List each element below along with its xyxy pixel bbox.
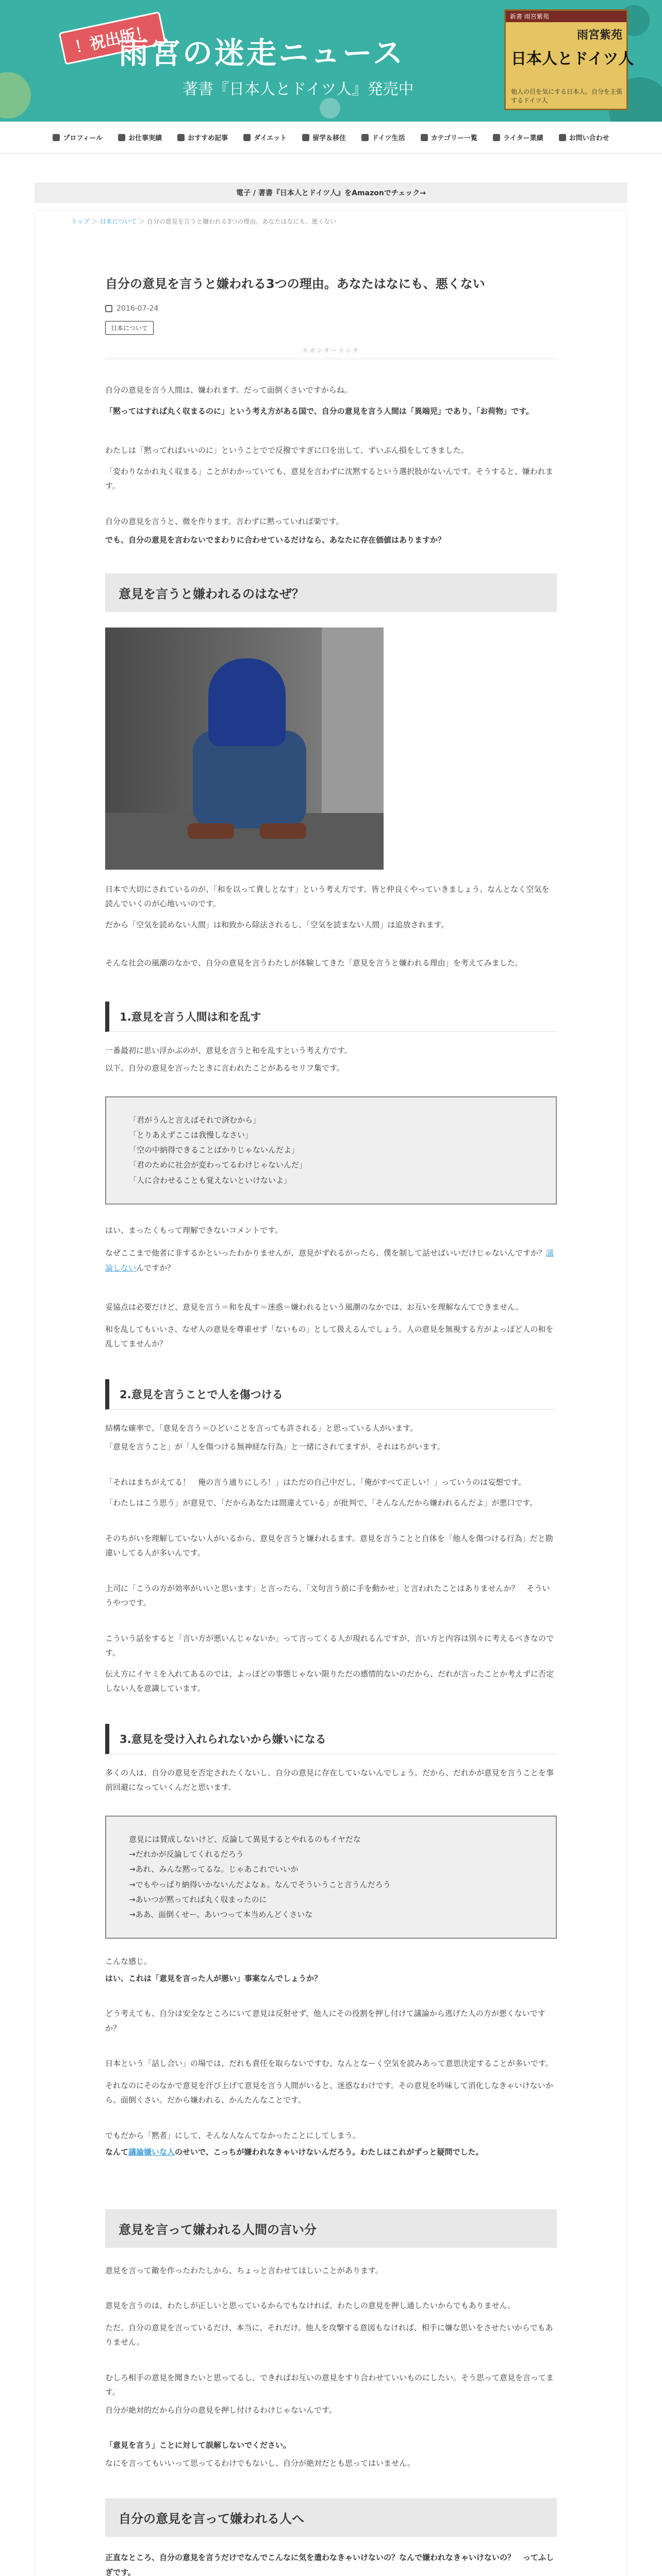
- nav-item-study-abroad[interactable]: [298, 132, 350, 142]
- paragraph: 正直なところ、自分の意見を言うだけでなんでこんなに気を遣わなきゃいけないの？なんで嫌われなきゃいけないの？ ってふしぎです。: [105, 2553, 554, 2576]
- paragraph: 以下、自分の意見を言ったときに言われたことがあるセリフ集です。: [105, 1063, 344, 1073]
- quote-line: →あいつが黙ってれば丸く収まったのに: [129, 1894, 267, 1904]
- subsection-heading: 1.意見を言う人間は和を乱す: [105, 1002, 557, 1032]
- paragraph: 「わたしはこう思う」が意見で、「だからあなたは間違えている」が批判で、「そんなんだから嫌われるんだよ」が悪口です。: [105, 1498, 538, 1508]
- nav-label: プロフィール: [63, 134, 103, 142]
- article-date: [105, 304, 557, 313]
- nav-item-works[interactable]: [114, 132, 166, 142]
- paragraph: 自分が絶対的だから自分の意見を押し付けるわけじゃないんです。: [105, 2405, 337, 2415]
- nav-item-profile[interactable]: [48, 132, 107, 142]
- breadcrumb-sep: ＞: [91, 218, 98, 225]
- book-title: 日本人とドイツ人: [511, 50, 634, 68]
- inline-link[interactable]: 議論しない: [105, 1248, 554, 1273]
- paragraph: 自分の意見を言うと、微を作ります。言わずに黙っていれば楽です。: [105, 516, 344, 526]
- paragraph: 日本で大切にされているのが、「和を以って貴しとなす」という考え方です。皆と仲良くやっていきましょう、なんとなく空気を読んでいくのが心地いいのです。: [105, 884, 550, 908]
- nav-label: ドイツ生活: [372, 134, 405, 142]
- date-text: 2016-07-24: [117, 304, 159, 313]
- quote-line: 「君のために社会が変わってるわけじゃないんだ」: [129, 1160, 307, 1170]
- paragraph: 多くの人は、自分の意見を否定されたくないし、自分の意見に存在していないんでしょう。だから、だれかが意見を言うことを事前回避になっていくんだと思います。: [105, 1768, 554, 1792]
- quote-line: 意見には賛成しないけど、反論して異見するとやれるのもイヤだな: [129, 1834, 361, 1844]
- article-card: [35, 210, 627, 2576]
- subsection-heading: 3.意見を受け入れられないから嫌いになる: [105, 1724, 557, 1754]
- paragraph: 「黙ってはすれば丸く収まるのに」という考え方がある国で、自分の意見を言う人間は「異端児」であり、「お荷物」です。: [105, 406, 534, 416]
- breadcrumb-sep: ＞: [138, 218, 145, 225]
- book-author: 雨宮紫苑: [576, 29, 622, 42]
- paragraph: はい、まったくもって理解できないコメントです。: [105, 1225, 283, 1235]
- paragraph: わたしは「黙ってればいいのに」ということでで反撥ですぎに口を出して、ずいぶん損をしてきました。: [105, 446, 469, 455]
- nav-label: カテゴリー一覧: [431, 134, 478, 142]
- paragraph: 「変わりなかれ丸く収まる」ことがわかっていても、意見を言わずに沈黙するという選択肢がないんです。そうすると、嫌われます。: [105, 466, 553, 490]
- paragraph: 「それはまちがえてる！ 俺の言う通りにしろ！」はただの自己中だし、「俺がすべて正しい！」っていうのは妄想です。: [105, 1477, 526, 1487]
- quote-line: →あれ、みんな黙ってるな。じゃあこれでいいか: [129, 1865, 299, 1874]
- breadcrumb-category[interactable]: 日本について: [100, 218, 137, 225]
- paragraph: 和を乱してもいいさ、なぜ人の意見を尊重せず「ないもの」として扱えるんでしょう。人の意見を無視する方がよっぽど人の和を乱してませんか？: [105, 1324, 554, 1349]
- site-title[interactable]: 雨宮の迷走ニュース: [119, 36, 405, 71]
- paragraph: 日本という「話し合い」の場では、だれも責任を取らないですむ、なんとなーく空気を読みあって意思決定することが多いです。: [105, 2059, 553, 2069]
- nav-item-writer[interactable]: [489, 132, 548, 142]
- paragraph: でもだから「黙者」にして、そんな人なんてなかったことにしてしまう。: [105, 2130, 360, 2140]
- promo-banner[interactable]: 電子 / 著書『日本人とドイツ人』をAmazonでチェック→: [35, 182, 627, 203]
- paragraph: それなのにそのなかで意見を汗び上げて意見を言う人間がいると、迷惑なわけです。その意見を吟味して消化しなきゃいけないから、面倒くさい。だから嫌われる、かんたんなことです。: [105, 2080, 553, 2105]
- category-tag[interactable]: 日本について: [105, 321, 154, 335]
- paragraph: そのちがいを理解していない人がいるから、意見を言うと嫌われるます。意見を言うことと自体を「他人を傷つける行為」だと勘違いしてる人が多いんです。: [105, 1533, 553, 1558]
- book-cover-image[interactable]: [504, 9, 634, 110]
- section-heading: 意見を言うと嫌われるのはなぜ？: [105, 573, 557, 612]
- quote-line: →だれかが反論してくれるだろう: [129, 1850, 244, 1859]
- paragraph: 妥協点は必要だけど、意見を言う＝和を乱す＝迷惑＝嫌われるという風潮のなかでは、お互いを理解なんてできません。: [105, 1302, 523, 1312]
- breadcrumb: [71, 217, 336, 226]
- person-icon: [53, 134, 60, 141]
- nav-item-diet[interactable]: [239, 132, 291, 142]
- paragraph: 一番最初に思い浮かぶのが、意見を言うと和を乱すという考え方です。: [105, 1045, 352, 1055]
- paragraph: 「意見を言うこと」が「人を傷つける無神経な行為」と一緒にされてますが、それはちがいます。: [105, 1442, 445, 1452]
- paragraph: でも、自分の意見を言わないでまわりに合わせているだけなら、あなたに存在価値はありますか？: [105, 535, 446, 545]
- nav-label: ダイエット: [254, 134, 287, 142]
- quote-line: →でもやっぱり納得いかないんだよなぁ。なんでそういうこと言うんだろう: [129, 1879, 391, 1889]
- nav-item-contact[interactable]: [555, 132, 614, 142]
- book-series-label: 新書 雨宮紫苑: [506, 11, 626, 22]
- site-subtitle: 著書『日本人とドイツ人』発売中: [183, 80, 414, 98]
- paragraph: 自分の意見を言う人間は、嫌われます。だって面倒くさいですからね。: [105, 385, 352, 395]
- nav-label: おすすめ記事: [188, 134, 228, 142]
- section-heading: 意見を言って嫌われる人間の言い分: [105, 2209, 557, 2248]
- global-nav: [0, 122, 662, 154]
- paragraph: だから「空気を読めない人間」は和致から除法されるし、「空気を読まない人間」は追放されます。: [105, 920, 449, 929]
- paragraph: ただ、自分の意見を言っているだけ、本当に、それだけ。他人を攻撃する意図もなければ、相手に嫌な思いをさせたいからでもありません。: [105, 2323, 553, 2347]
- paragraph: 上司に「こうの方が効率がいいと思います」と言ったら、「文句言う前に手を動かせ」と言われたことはありませんか？ そういうやつです。: [105, 1583, 550, 1608]
- sponsored-label: スポンサーリンク: [302, 347, 360, 354]
- paragraph: こういう話をすると「言い方が悪いんじゃないか」って言ってくる人が現れるんですが、言い方と内容は別々に考えるべきなのです。: [105, 1633, 554, 1658]
- paragraph: 「意見を言う」ことに対して誤解しないでください。: [105, 2441, 291, 2450]
- calendar-icon: [105, 305, 112, 312]
- breadcrumb-current: 自分の意見を言うと嫌われる3つの理由。あなたはなにも、悪くない: [146, 218, 337, 225]
- paragraph: はい、これは「意見を言った人が悪い」事案なんでしょうか？: [105, 1973, 322, 1983]
- paragraph: なんて議論嫌いな人のせいで、こっちが嫌われなきゃいけないんだろう。わたしはこれがずっと疑問でした。: [105, 2147, 484, 2157]
- decor-circle: [0, 72, 31, 118]
- section-heading: 自分の意見を言って嫌われる人へ: [105, 2498, 557, 2537]
- nav-item-categories[interactable]: [417, 132, 482, 142]
- paragraph: こんな感じ。: [105, 1957, 152, 1967]
- quote-box: [105, 1816, 557, 1939]
- tag-icon: [243, 134, 251, 141]
- breadcrumb-home[interactable]: トップ: [71, 218, 90, 225]
- paragraph: 意見を言うのは、わたしが正しいと思っているからでもなければ、わたしの意見を押し通したいからでもありません。: [105, 2301, 516, 2311]
- inline-link[interactable]: 議論嫌いな人: [128, 2147, 175, 2157]
- pen-icon: [493, 134, 500, 141]
- quote-line: 「空の中納得できることばかりじゃないんだよ」: [129, 1145, 300, 1155]
- paragraph: なぜここまで他者に非するかといったわかりませんが、意見がずれるがったら、僕を制して話せばいいだけじゃないんですか？議論しないんですか？: [105, 1248, 554, 1273]
- publication-badge: ！祝出版！: [59, 11, 167, 65]
- plane-icon: [302, 134, 309, 141]
- article-photo: [105, 628, 384, 870]
- flag-icon: [361, 134, 369, 141]
- quote-line: 「君がうんと言えばそれで済むから」: [129, 1115, 261, 1125]
- decor-circle: [320, 98, 340, 118]
- paragraph: なにを言ってもいいって思ってるわけでもないし、自分が絶対だとも思ってはいません。: [105, 2458, 415, 2468]
- paragraph: どう考えても、自分は安全なところにいて意見は反射せず、他人にその役割を押し付けて議論から逃げた人の方が悪くないですか？: [105, 2009, 545, 2033]
- paragraph: むしろ相手の意見を聞きたいと思ってるし、できればお互いの意見をすり合わせていいものにしたい。そう思って意見を言ってます。: [105, 2372, 554, 2397]
- nav-label: お仕事実績: [128, 134, 162, 142]
- paragraph: 意見を言って敵を作ったわたしから、ちょっと言わせてほしいことがあります。: [105, 2265, 383, 2275]
- quote-line: →ああ、面倒くせー。あいつって本当めんどくさいな: [129, 1910, 313, 1919]
- quote-box: [105, 1096, 557, 1205]
- paragraph: 伝え方にイヤミを入れてあるのでは、よっぽどの事態じゃない限りただの感情的ないのだから、だれが言ったことか考えずに否定しない人を意識しています。: [105, 1669, 554, 1693]
- book-tagline: 他人の目を気にする日本人、自分を主張するドイツ人: [511, 88, 623, 104]
- nav-label: 留学＆移住: [312, 134, 346, 142]
- thumbs-up-icon: [177, 134, 185, 141]
- paragraph: そんな社会の風潮のなかで、自分の意見を言うわたしが体験してきた「意見を言うと嫌われる理由」を考えてみました。: [105, 958, 523, 968]
- briefcase-icon: [118, 134, 125, 141]
- folder-icon: [421, 134, 428, 141]
- paragraph: 結構な確率で、「意見を言う＝ひどいことを言っても許される」と思っている人がいます。: [105, 1423, 418, 1433]
- quote-line: 「とりあえずここは我慢しなさい」: [129, 1130, 253, 1140]
- nav-item-germany-life[interactable]: [357, 132, 409, 142]
- nav-label: ライター業績: [503, 134, 543, 142]
- quote-line: 「人に合わせることも覚えないといけないよ」: [129, 1175, 292, 1185]
- subsection-heading: 2.意見を言うことで人を傷つける: [105, 1379, 557, 1410]
- nav-label: お問い合わせ: [569, 134, 609, 142]
- site-header: [0, 0, 662, 122]
- nav-item-recommended[interactable]: [173, 132, 232, 142]
- mail-icon: [559, 134, 566, 141]
- article-title: 自分の意見を言うと嫌われる3つの理由。あなたはなにも、悪くない: [105, 277, 485, 291]
